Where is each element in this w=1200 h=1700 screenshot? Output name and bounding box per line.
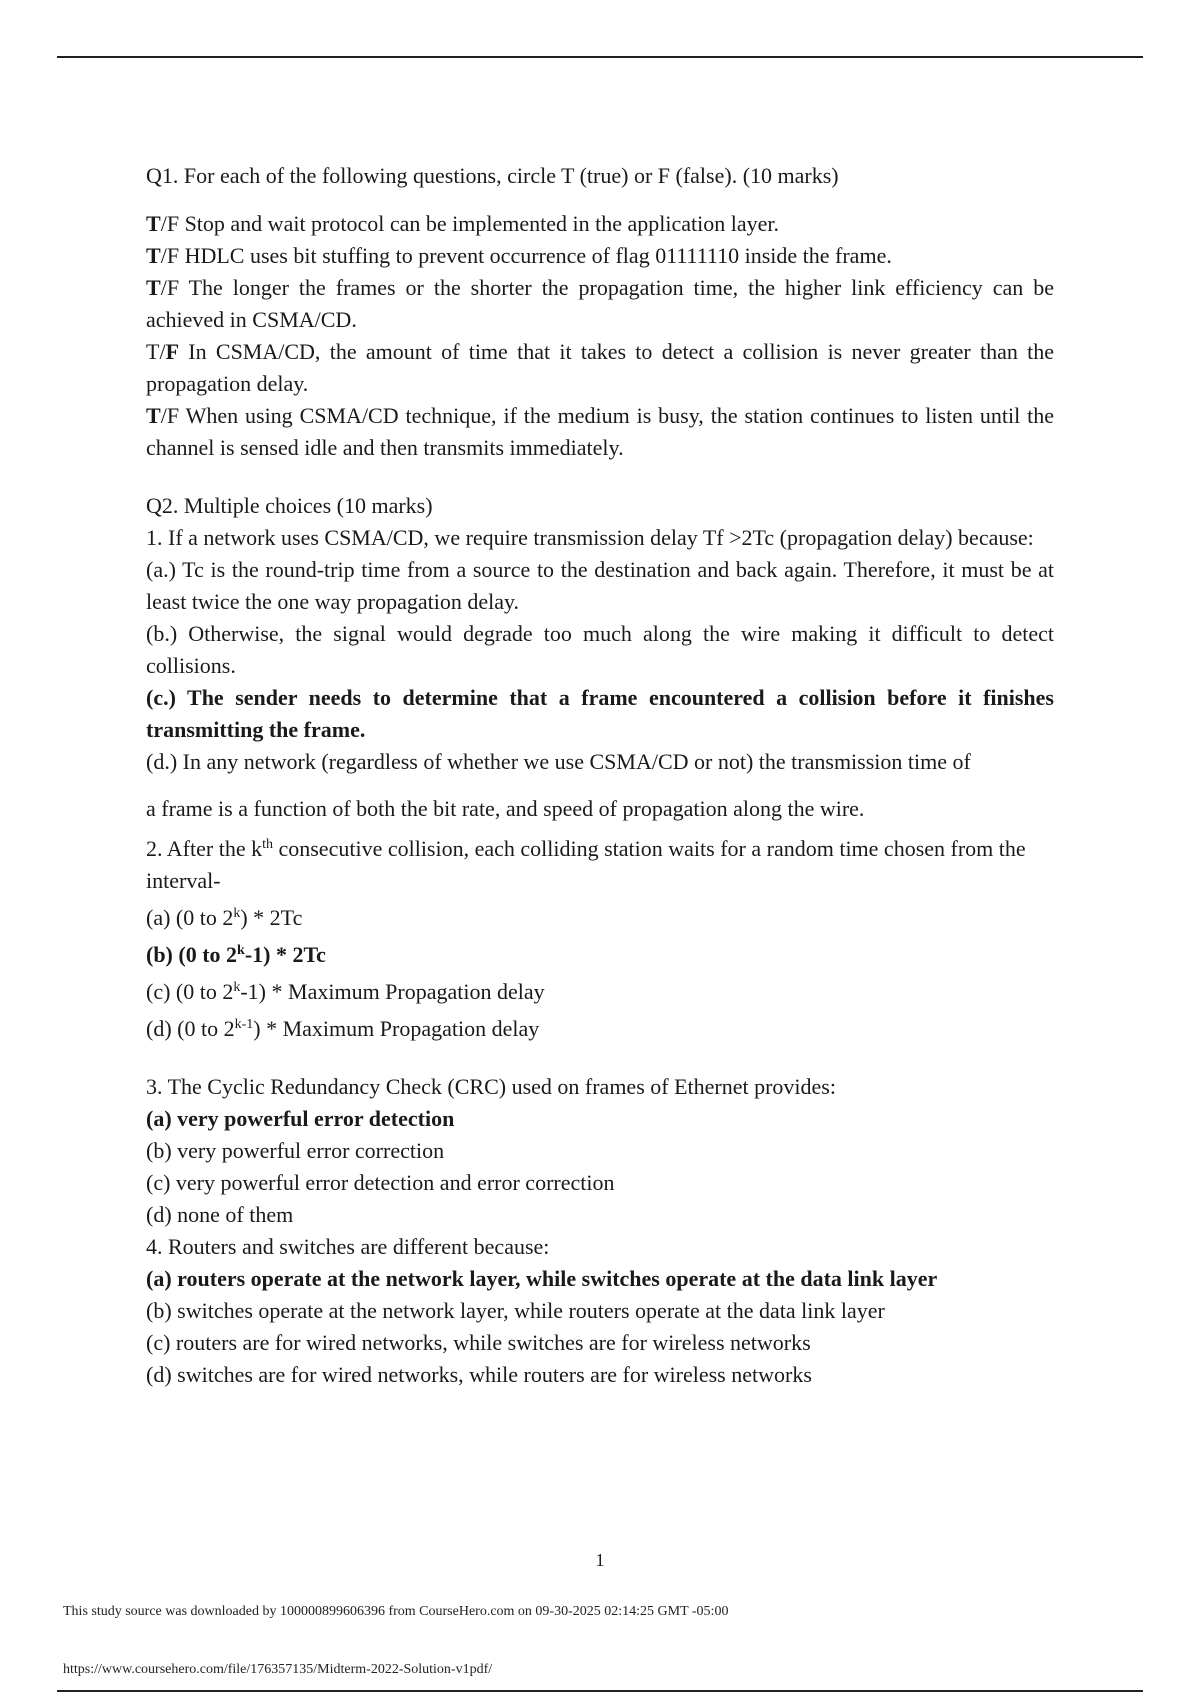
- q1-item-5: [146, 400, 1054, 464]
- q1-item-1-text: Stop and wait protocol can be implemented in the application layer.: [179, 211, 780, 236]
- q2-2-b-sup: k: [237, 943, 245, 958]
- q1-item-3: [146, 272, 1054, 336]
- q2-2-option-b-answer: [146, 939, 1054, 971]
- q2-2-option-a: [146, 902, 1054, 934]
- q2-2-b-pre: (b) (0 to 2: [146, 942, 238, 967]
- q2-3-option-d: (d) none of them: [146, 1202, 294, 1227]
- q1-item-1-sep: /: [160, 211, 167, 236]
- q1-item-2: [146, 240, 1054, 272]
- footer-url[interactable]: https://www.coursehero.com/file/176357135/Midterm-2022-Solution-v1pdf/: [63, 1662, 493, 1677]
- q2-2-option-d: [146, 1013, 1054, 1045]
- q1-item-3-text: The longer the frames or the shorter the propagation time, the higher link efficiency can be achieved in CSMA/CD.: [146, 275, 1054, 332]
- q2-2-c-post: -1) * Maximum Propagation delay: [240, 979, 545, 1004]
- q2-3-option-b: (b) very powerful error correction: [146, 1138, 445, 1163]
- q2-2-b-post: -1) * 2Tc: [244, 942, 326, 967]
- q2-1-option-c-answer: (c.) The sender needs to determine that a frame encountered a collision before it finishes transmitting the frame.: [146, 685, 1054, 742]
- bottom-rule: [57, 1690, 1143, 1692]
- footer-source-line: This study source was downloaded by 100000899606396 from CourseHero.com on 09-30-2025 02:14:25 GMT -05:00: [63, 1604, 729, 1619]
- q1-item-1: [146, 208, 1054, 240]
- q2-1-option-b: (b.) Otherwise, the signal would degrade too much along the wire making it difficult to detect collisions.: [146, 621, 1054, 678]
- q2-1-option-d-line1: (d.) In any network (regardless of whether we use CSMA/CD or not) the transmission time of: [146, 749, 971, 774]
- q2-1-option-a: (a.) Tc is the round-trip time from a source to the destination and back again. Therefore, it must be at least twice the one way propagation delay.: [146, 557, 1054, 614]
- q2-4-option-c: (c) routers are for wired networks, while switches are for wireless networks: [146, 1330, 811, 1355]
- q1-item-5-false-marker: F: [166, 403, 180, 428]
- q2-2-stem-post: consecutive collision, each colliding station waits for a random time chosen from the interval-: [146, 836, 1026, 893]
- q1-item-1-false-marker: F: [166, 211, 180, 236]
- q1-title: Q1. For each of the following questions, circle T (true) or F (false). (10 marks): [146, 163, 839, 188]
- q1-item-3-sep: /: [160, 275, 167, 300]
- q2-3-stem: 3. The Cyclic Redundancy Check (CRC) used on frames of Ethernet provides:: [146, 1074, 836, 1099]
- q1-item-2-false-marker: F: [166, 243, 180, 268]
- document-body: [146, 160, 1054, 1391]
- q2-1-option-d-line2: a frame is a function of both the bit rate, and speed of propagation along the wire.: [146, 796, 865, 821]
- q1-item-5-text: When using CSMA/CD technique, if the medium is busy, the station continues to listen until the channel is sensed idle and then transmits immediately.: [146, 403, 1054, 460]
- q2-2-stem: [146, 833, 1054, 897]
- q2-4-stem: 4. Routers and switches are different because:: [146, 1234, 550, 1259]
- q1-item-4-false-marker: F: [165, 339, 180, 364]
- q2-2-option-c: [146, 976, 1054, 1008]
- top-rule: [57, 56, 1143, 58]
- q2-2-stem-sup: th: [262, 837, 273, 852]
- q2-3-option-a-answer: (a) very powerful error detection: [146, 1106, 455, 1131]
- q1-item-3-true-marker: T: [146, 275, 161, 300]
- q1-item-2-sep: /: [160, 243, 167, 268]
- q2-4-option-d: (d) switches are for wired networks, while routers are for wireless networks: [146, 1362, 812, 1387]
- q2-2-d-sup: k-1: [234, 1017, 254, 1032]
- q1-item-4: [146, 336, 1054, 400]
- q1-item-3-false-marker: F: [166, 275, 180, 300]
- q2-2-stem-pre: 2. After the k: [146, 836, 263, 861]
- q2-4-option-b: (b) switches operate at the network layer, while routers operate at the data link layer: [146, 1298, 885, 1323]
- q2-title: Q2. Multiple choices (10 marks): [146, 493, 433, 518]
- q2-4-option-a-answer: (a) routers operate at the network layer, while switches operate at the data link layer: [146, 1266, 938, 1291]
- q2-3-option-c: (c) very powerful error detection and error correction: [146, 1170, 615, 1195]
- q1-item-4-text: In CSMA/CD, the amount of time that it takes to detect a collision is never greater than the propagation delay.: [146, 339, 1054, 396]
- q2-2-a-sup: k: [233, 906, 241, 921]
- q1-item-1-true-marker: T: [146, 211, 161, 236]
- q2-2-a-pre: (a) (0 to 2: [146, 905, 234, 930]
- q1-item-4-sep: /: [159, 339, 166, 364]
- q2-1-stem: 1. If a network uses CSMA/CD, we require transmission delay Tf >2Tc (propagation delay) because:: [146, 525, 1034, 550]
- q2-2-c-pre: (c) (0 to 2: [146, 979, 234, 1004]
- q2-2-d-post: ) * Maximum Propagation delay: [253, 1016, 540, 1041]
- q1-item-2-text: HDLC uses bit stuffing to prevent occurrence of flag 01111110 inside the frame.: [179, 243, 892, 268]
- q2-2-d-pre: (d) (0 to 2: [146, 1016, 235, 1041]
- q2-2-a-post: ) * 2Tc: [240, 905, 303, 930]
- q1-item-5-true-marker: T: [146, 403, 161, 428]
- q1-item-4-true-marker: T: [146, 339, 160, 364]
- q1-item-2-true-marker: T: [146, 243, 161, 268]
- q2-2-c-sup: k: [233, 980, 241, 995]
- q1-item-5-sep: /: [160, 403, 167, 428]
- page-number: 1: [595, 1550, 605, 1570]
